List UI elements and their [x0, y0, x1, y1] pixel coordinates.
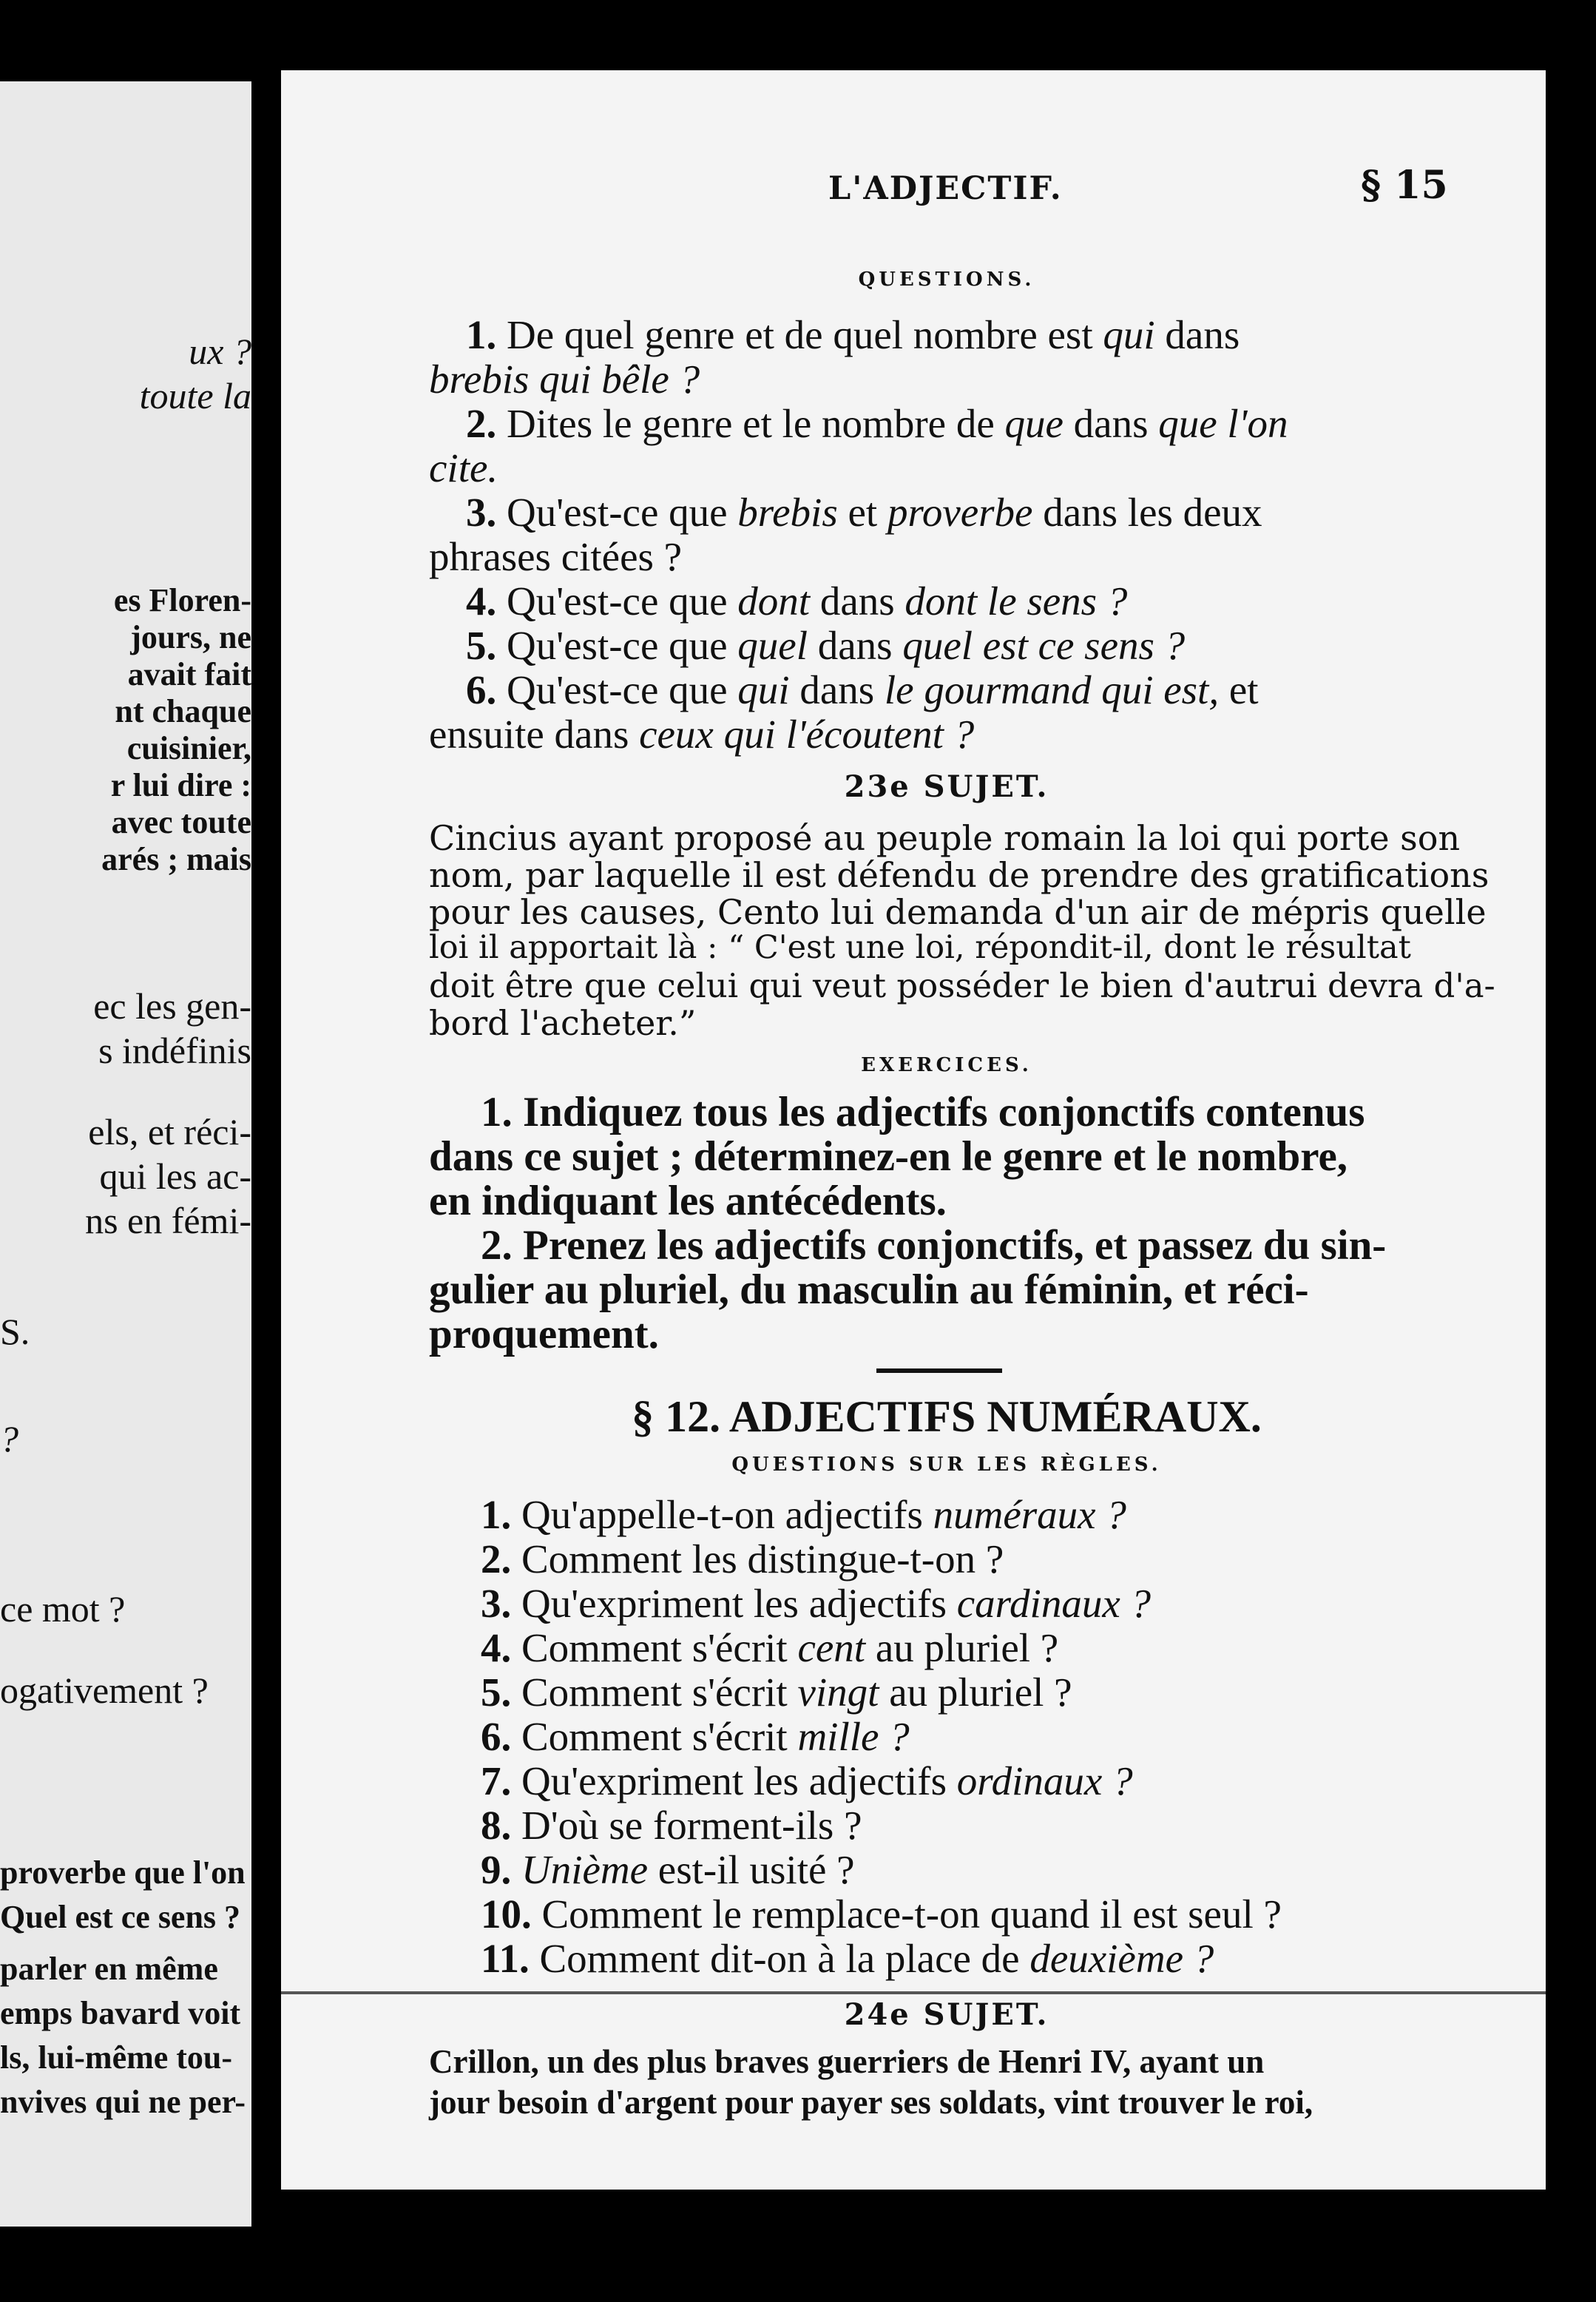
- left-text-line: Quel est ce sens ?: [0, 1899, 241, 1935]
- left-text-line: avait fait: [127, 656, 251, 692]
- rule-question: 11. Comment dit-on à la place de deuxième ?: [481, 1936, 1214, 1981]
- left-text-line: qui les ac-: [99, 1155, 251, 1197]
- left-text-line: S.: [0, 1311, 30, 1352]
- question-line: 5. Qu'est-ce que quel dans quel est ce sens ?: [466, 623, 1186, 668]
- sujet-line: pour les causes, Cento lui demanda d'un air de mépris quelle: [429, 892, 1487, 932]
- left-text-line: s indéfinis: [98, 1030, 251, 1071]
- left-text-line: arés ; mais: [101, 841, 251, 877]
- rule-question: 10. Comment le remplace-t-on quand il est seul ?: [481, 1891, 1282, 1937]
- exercise-line: en indiquant les antécédents.: [429, 1178, 947, 1224]
- sujet-23-title: 23e SUJET.: [844, 769, 1049, 804]
- left-text-line: els, et réci-: [88, 1111, 251, 1152]
- left-text-line: jours, ne: [130, 619, 251, 655]
- left-text-line: ?: [0, 1418, 18, 1459]
- question-line: 3. Qu'est-ce que brebis et proverbe dans les deux: [466, 490, 1262, 535]
- left-text-line: proverbe que l'on: [0, 1854, 246, 1891]
- question-line: ensuite dans ceux qui l'écoutent ?: [429, 712, 975, 757]
- rule-question: 1. Qu'appelle-t-on adjectifs numéraux ?: [481, 1492, 1126, 1537]
- left-text-line: emps bavard voit: [0, 1995, 241, 2031]
- left-text-line: ec les gen-: [93, 985, 251, 1027]
- rule-question: 2. Comment les distingue-t-on ?: [481, 1536, 1004, 1582]
- section-12-subtitle: QUESTIONS SUR LES RÈGLES.: [731, 1454, 1162, 1476]
- left-text-line: ce mot ?: [0, 1588, 126, 1630]
- sujet-24-title: 24e SUJET.: [844, 1997, 1049, 2032]
- sujet-line: Crillon, un des plus braves guerriers de Henri IV, ayant un: [429, 2043, 1265, 2080]
- exercise-line: dans ce sujet ; déterminez-en le genre et le nombre,: [429, 1133, 1348, 1180]
- exercices-title: EXERCICES.: [861, 1054, 1032, 1076]
- question-line: 2. Dites le genre et le nombre de que dans que l'on: [466, 401, 1288, 446]
- left-text-line: ogativement ?: [0, 1670, 209, 1711]
- right-page: [281, 70, 1546, 2190]
- question-line: 1. De quel genre et de quel nombre est qui dans: [466, 312, 1240, 357]
- exercise-line: 2. Prenez les adjectifs conjonctifs, et passez du sin-: [481, 1222, 1387, 1269]
- questions-title: QUESTIONS.: [858, 269, 1035, 291]
- left-text-line: nt chaque: [115, 693, 251, 729]
- left-page-fragment: [0, 81, 259, 2227]
- rule-question: 3. Qu'expriment les adjectifs cardinaux ?: [481, 1581, 1151, 1626]
- left-text-line: cuisinier,: [126, 730, 251, 766]
- rule-question: 4. Comment s'écrit cent au pluriel ?: [481, 1625, 1059, 1670]
- sujet-line: Cincius ayant proposé au peuple romain la loi qui porte son: [429, 818, 1461, 858]
- sujet-line: jour besoin d'argent pour payer ses soldats, vint trouver le roi,: [429, 2084, 1313, 2121]
- rule-question: 6. Comment s'écrit mille ?: [481, 1714, 910, 1759]
- question-line: phrases citées ?: [429, 534, 683, 579]
- left-text-line: nvives qui ne per-: [0, 2084, 246, 2120]
- left-text-line: avec toute: [111, 804, 251, 840]
- sujet-line: doit être que celui qui veut posséder le bien d'autrui devra d'a-: [429, 966, 1495, 1005]
- rule-question: 8. D'où se forment-ils ?: [481, 1803, 862, 1848]
- question-line: brebis qui bêle ?: [429, 357, 700, 402]
- left-text-line: toute la: [139, 375, 251, 416]
- sujet-line: bord l'acheter.”: [429, 1003, 697, 1043]
- left-text-line: ux ?: [189, 331, 251, 372]
- left-text-line: ns en fémi-: [85, 1200, 251, 1241]
- book-gutter: [251, 74, 274, 2234]
- section-12-title: § 12. ADJECTIFS NUMÉRAUX.: [632, 1392, 1262, 1441]
- left-text-line: ls, lui-même tou-: [0, 2039, 233, 2076]
- question-line: 4. Qu'est-ce que dont dans dont le sens ?: [466, 578, 1128, 624]
- exercise-line: gulier au pluriel, du masculin au féminin, et réci-: [429, 1266, 1309, 1313]
- left-text-line: r lui dire :: [110, 767, 251, 803]
- rule-question: 5. Comment s'écrit vingt au pluriel ?: [481, 1670, 1072, 1715]
- rule-question: 9. Unième est-il usité ?: [481, 1847, 855, 1892]
- sujet-line: nom, par laquelle il est défendu de prendre des gratifications: [429, 855, 1490, 895]
- left-text-line: parler en même: [0, 1951, 218, 1987]
- sujet-line: loi il apportait là : “ C'est une loi, répondit-il, dont le résultat: [429, 929, 1411, 966]
- exercise-line: 1. Indiquez tous les adjectifs conjonctifs contenus: [481, 1089, 1365, 1135]
- question-line: cite.: [429, 445, 498, 490]
- question-line: 6. Qu'est-ce que qui dans le gourmand qui est, et: [466, 667, 1259, 712]
- running-title: L'ADJECTIF.: [828, 170, 1063, 207]
- rule-question: 7. Qu'expriment les adjectifs ordinaux ?: [481, 1758, 1133, 1803]
- exercise-line: proquement.: [429, 1311, 659, 1357]
- section-12: [429, 70, 1495, 2190]
- page-number: § 15: [1361, 163, 1448, 208]
- left-text-line: es Floren-: [113, 582, 251, 618]
